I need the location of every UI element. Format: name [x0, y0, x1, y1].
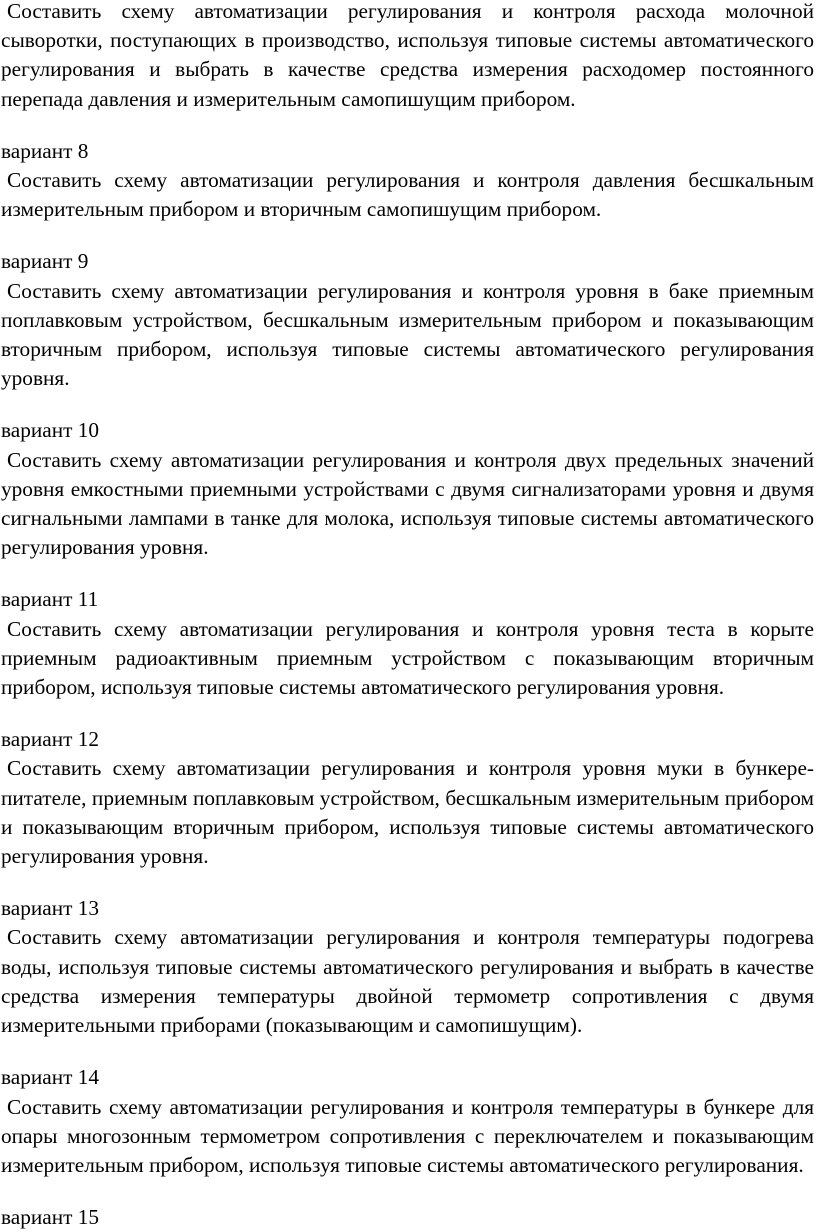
task-block-7 — [1, 0, 814, 114]
variant-heading: вариант 11 — [1, 587, 99, 612]
spacer — [1, 1040, 814, 1063]
task-text: Составить схему автоматизации регулирования и контроля расхода молочной сыворотки, поступающих в производство, используя типовые системы автоматического регулирования и выбрать в качестве средства измерения расходомер постоянного перепада давления и измерительным самопишущим прибором. — [1, 0, 814, 111]
task-block-8 — [1, 137, 814, 225]
variant-heading: вариант 12 — [1, 727, 100, 752]
task-block-15 — [1, 1203, 814, 1232]
variant-heading: вариант 10 — [1, 418, 100, 443]
spacer — [1, 871, 814, 894]
task-block-13 — [1, 894, 814, 1040]
task-block-10 — [1, 416, 814, 562]
variant-heading: вариант 8 — [1, 138, 89, 163]
spacer — [1, 114, 814, 137]
spacer — [1, 702, 814, 725]
variant-heading: вариант 15 — [1, 1205, 100, 1230]
task-text: Составить схему автоматизации регулирования и контроля уровня в баке приемным поплавковым устройством, бесшкальным измерительным прибором и показывающим вторичным прибором, используя типовые системы автоматического регулирования уровня. — [1, 278, 814, 391]
spacer — [1, 224, 814, 247]
task-text: Составить схему автоматизации регулирования и контроля уровня теста в корыте приемным радиоактивным приемным устройством с показывающим вторичным прибором, используя типовые системы автоматического регулирования уровня. — [1, 616, 814, 700]
task-block-14 — [1, 1063, 814, 1180]
task-block-9 — [1, 247, 814, 393]
task-block-11 — [1, 585, 814, 702]
spacer — [1, 393, 814, 416]
task-text: Составить схему автоматизации регулирования и контроля уровня муки в бункере-питателе, приемным поплавковым устройством, бесшкальным измерительным прибором и показывающим вторичным прибором, используя типовые системы автоматического регулирования уровня. — [1, 756, 814, 869]
variant-heading: вариант 14 — [1, 1065, 100, 1090]
task-text: Составить схему автоматизации регулирования и контроля температуры подогрева воды, используя типовые системы автоматического регулирования и выбрать в качестве средства измерения температуры двойной термометр сопротивления с двумя измерительными приборами (показывающим и самопишущим). — [1, 925, 814, 1038]
spacer — [1, 562, 814, 585]
spacer — [1, 1180, 814, 1203]
variant-heading: вариант 9 — [1, 249, 89, 274]
task-block-12 — [1, 725, 814, 871]
variant-heading: вариант 13 — [1, 896, 100, 921]
task-text: Составить схему автоматизации регулирования и контроля двух предельных значений уровня емкостными приемными устройствами с двумя сигнализаторами уровня и двумя сигнальными лампами в танке для молока, используя типовые системы автоматического регулирования уровня. — [1, 447, 814, 560]
task-text: Составить схему автоматизации регулирования и контроля температуры в бункере для опары многозонным термометром сопротивления с переключателем и показывающим измерительным прибором, используя типовые системы автоматического регулирования. — [1, 1094, 814, 1177]
task-text: Составить схему автоматизации регулирования и контроля давления бесшкальным измерительным прибором и вторичным самопишущим прибором. — [1, 168, 814, 222]
